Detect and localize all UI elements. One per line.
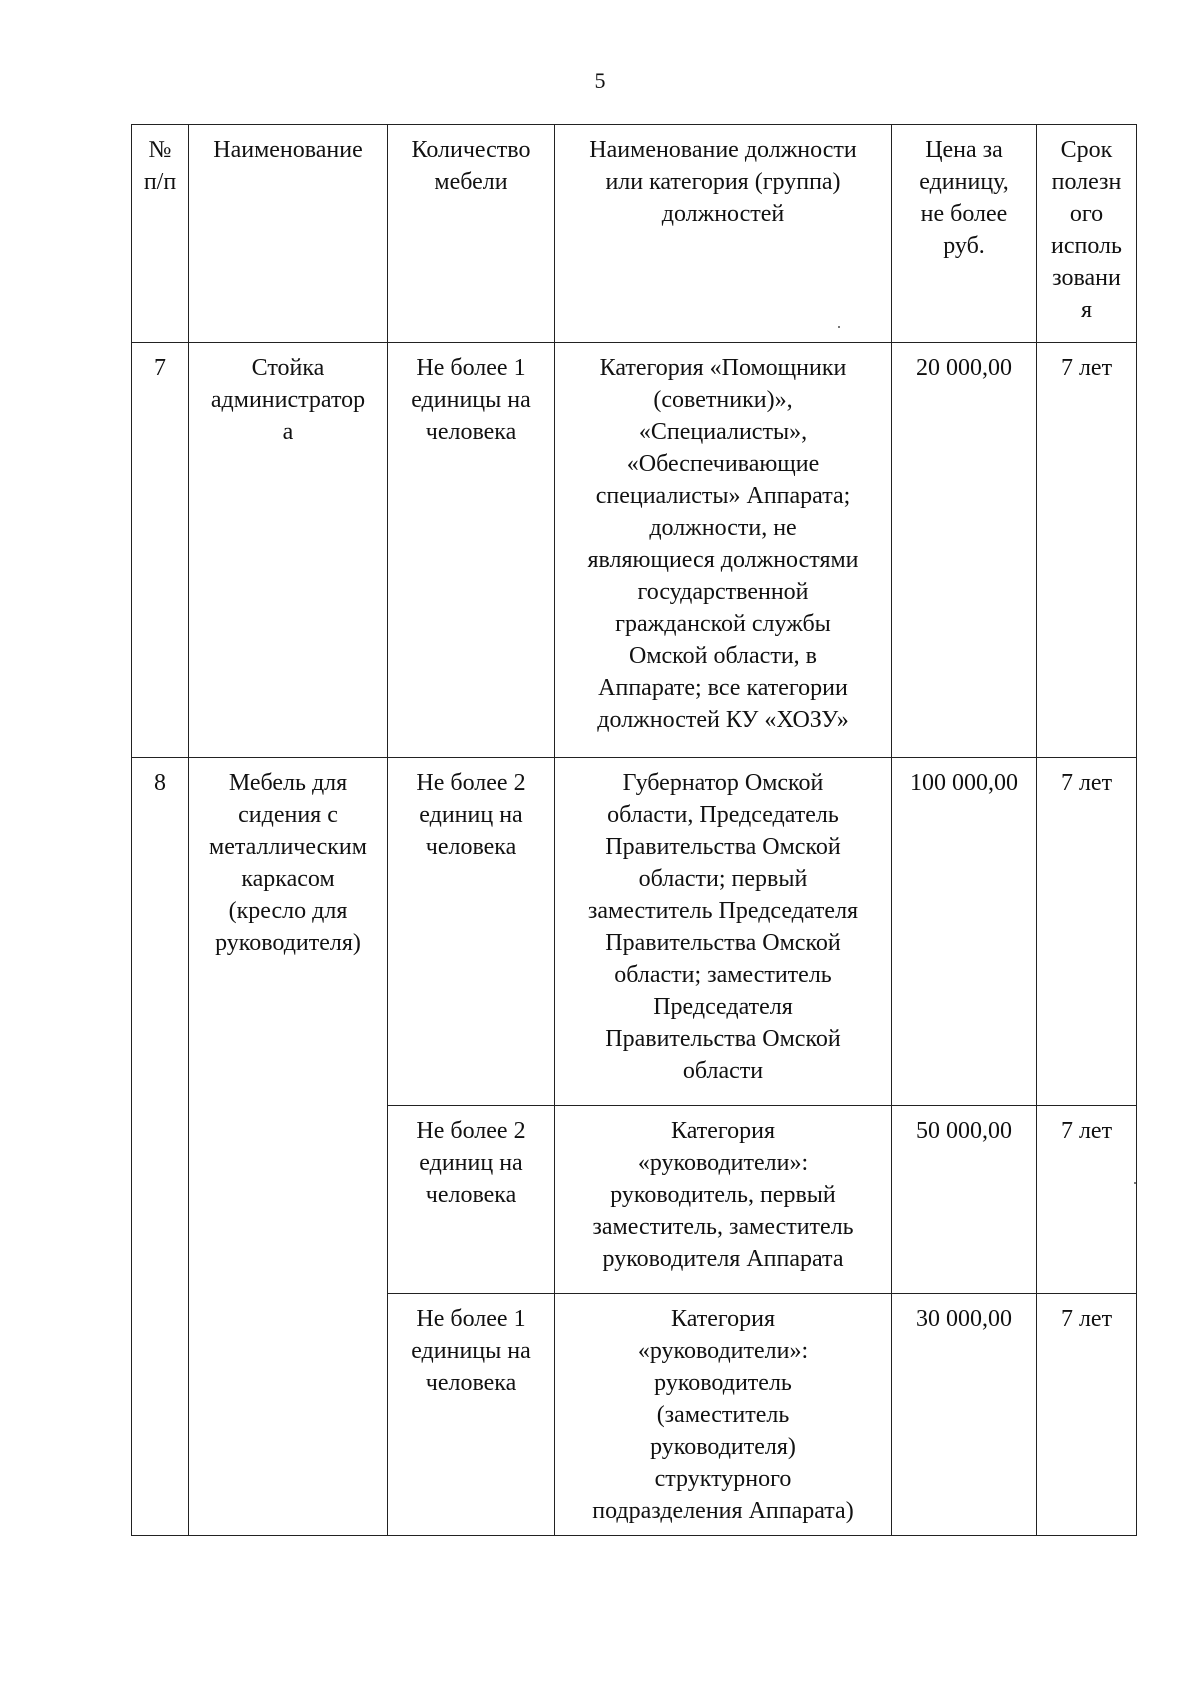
cell-text-line: Омской области, в	[628, 643, 817, 669]
cell-text-line: (советники)»,	[653, 387, 793, 413]
cell-text-line: Наименование должности	[589, 137, 857, 163]
header-position	[555, 125, 892, 343]
cell-text-line: «Специалисты»,	[638, 419, 808, 445]
item-quantity	[388, 343, 555, 758]
cell-text-line: Правительства Омской	[605, 1026, 841, 1052]
cell-text-line: подразделения Аппарата)	[592, 1498, 854, 1524]
cell-text-line: (заместитель	[656, 1402, 790, 1428]
item-price: 50 000,00	[892, 1106, 1037, 1294]
header-term	[1037, 125, 1137, 343]
cell-text-line: единицу,	[919, 169, 1009, 195]
cell-text-line: Правительства Омской	[605, 930, 841, 956]
item-position	[555, 343, 892, 758]
cell-text-line: руководителя Аппарата	[602, 1246, 844, 1272]
cell-text-line: металлическим	[209, 834, 367, 860]
cell-text-line: №	[148, 137, 172, 163]
cell-text-line: а	[282, 419, 294, 445]
scan-speck	[838, 326, 840, 328]
cell-text-line: должности, не	[649, 515, 797, 541]
item-term: 7 лет	[1037, 1294, 1137, 1536]
cell-text-line: Не более 2	[416, 1118, 526, 1144]
cell-text-line: Губернатор Омской	[622, 770, 824, 796]
item-name	[189, 758, 388, 1536]
row-number: 7	[132, 343, 189, 758]
item-term: 7 лет	[1037, 758, 1137, 1106]
row-number: 8	[132, 758, 189, 1536]
header-quantity	[388, 125, 555, 343]
cell-text-line: единицы на	[411, 1338, 531, 1364]
item-term: 7 лет	[1037, 1106, 1137, 1294]
cell-text-line: сидения с	[238, 802, 338, 828]
scan-speck	[1134, 1182, 1136, 1184]
cell-text-line: Не более 1	[416, 1306, 526, 1332]
header-price	[892, 125, 1037, 343]
cell-text-line: должностей	[661, 201, 785, 227]
header-num	[132, 125, 189, 343]
cell-text-line: области; заместитель	[614, 962, 832, 988]
item-name	[189, 343, 388, 758]
cell-text-line: Не более 2	[416, 770, 526, 796]
cell-text-line: руководитель	[654, 1370, 792, 1396]
item-term: 7 лет	[1037, 343, 1137, 758]
cell-text-line: администратор	[210, 387, 366, 413]
cell-text-line: Мебель для	[228, 770, 348, 796]
cell-text-line: зовани	[1052, 265, 1121, 291]
cell-text-line: Правительства Омской	[605, 834, 841, 860]
cell-text-line: Количество	[411, 137, 531, 163]
page-number: 5	[594, 68, 606, 93]
cell-text-line: исполь	[1051, 233, 1122, 259]
cell-text-line: Категория	[671, 1306, 775, 1332]
cell-text-line: Стойка	[251, 355, 325, 381]
cell-text-line: человека	[425, 1370, 517, 1396]
cell-text-line: структурного	[654, 1466, 792, 1492]
item-price: 30 000,00	[892, 1294, 1037, 1536]
cell-text-line: Аппарате; все категории	[598, 675, 848, 701]
cell-text-line: специалисты» Аппарата;	[595, 483, 851, 509]
cell-text-line: Цена за	[925, 137, 1003, 163]
cell-text-line: или категория (группа)	[605, 169, 841, 195]
item-position	[555, 1294, 892, 1536]
cell-text-line: области, Председатель	[607, 802, 839, 828]
table-row	[132, 758, 1137, 1106]
table-row	[132, 343, 1137, 758]
cell-text-line: человека	[425, 834, 517, 860]
cell-text-line: ого	[1069, 201, 1104, 227]
item-quantity	[388, 1294, 555, 1536]
cell-text-line: заместитель Председателя	[587, 898, 859, 924]
cell-text-line: руб.	[943, 233, 985, 259]
cell-text-line: не более	[920, 201, 1008, 227]
cell-text-line: «руководители»:	[637, 1338, 809, 1364]
cell-text-line: Категория «Помощники	[599, 355, 847, 381]
cell-text-line: каркасом	[241, 866, 335, 892]
cell-text-line: области; первый	[638, 866, 808, 892]
cell-text-line: человека	[425, 1182, 517, 1208]
table-header-row	[132, 125, 1137, 343]
cell-text-line: Срок	[1060, 137, 1113, 163]
cell-text-line: человека	[425, 419, 517, 445]
item-position	[555, 758, 892, 1106]
cell-text-line: единицы на	[411, 387, 531, 413]
cell-text-line: гражданской службы	[615, 611, 831, 637]
cell-text-line: «руководители»:	[637, 1150, 809, 1176]
cell-text-line: руководителя)	[650, 1434, 796, 1460]
cell-text-line: должностей КУ «ХОЗУ»	[597, 707, 849, 733]
cell-text-line: мебели	[434, 169, 508, 195]
cell-text-line: полезн	[1051, 169, 1122, 195]
item-price: 100 000,00	[892, 758, 1037, 1106]
cell-text-line: руководитель, первый	[610, 1182, 836, 1208]
cell-text-line: Не более 1	[416, 355, 526, 381]
header-name	[189, 125, 388, 343]
cell-text-line: я	[1080, 297, 1093, 323]
item-position	[555, 1106, 892, 1294]
furniture-norms-table	[131, 124, 1137, 1536]
cell-text-line: Наименование	[213, 137, 363, 163]
item-quantity	[388, 758, 555, 1106]
cell-text-line: государственной	[637, 579, 809, 605]
cell-text-line: Председателя	[653, 994, 793, 1020]
item-price: 20 000,00	[892, 343, 1037, 758]
cell-text-line: области	[682, 1058, 764, 1084]
cell-text-line: п/п	[143, 169, 177, 195]
cell-text-line: единиц на	[419, 802, 523, 828]
cell-text-line: «Обеспечивающие	[626, 451, 820, 477]
cell-text-line: единиц на	[419, 1150, 523, 1176]
cell-text-line: (кресло для	[228, 898, 348, 924]
cell-text-line: Категория	[671, 1118, 775, 1144]
cell-text-line: руководителя)	[215, 930, 361, 956]
item-quantity	[388, 1106, 555, 1294]
cell-text-line: являющиеся должностями	[587, 547, 859, 573]
cell-text-line: заместитель, заместитель	[592, 1214, 854, 1240]
